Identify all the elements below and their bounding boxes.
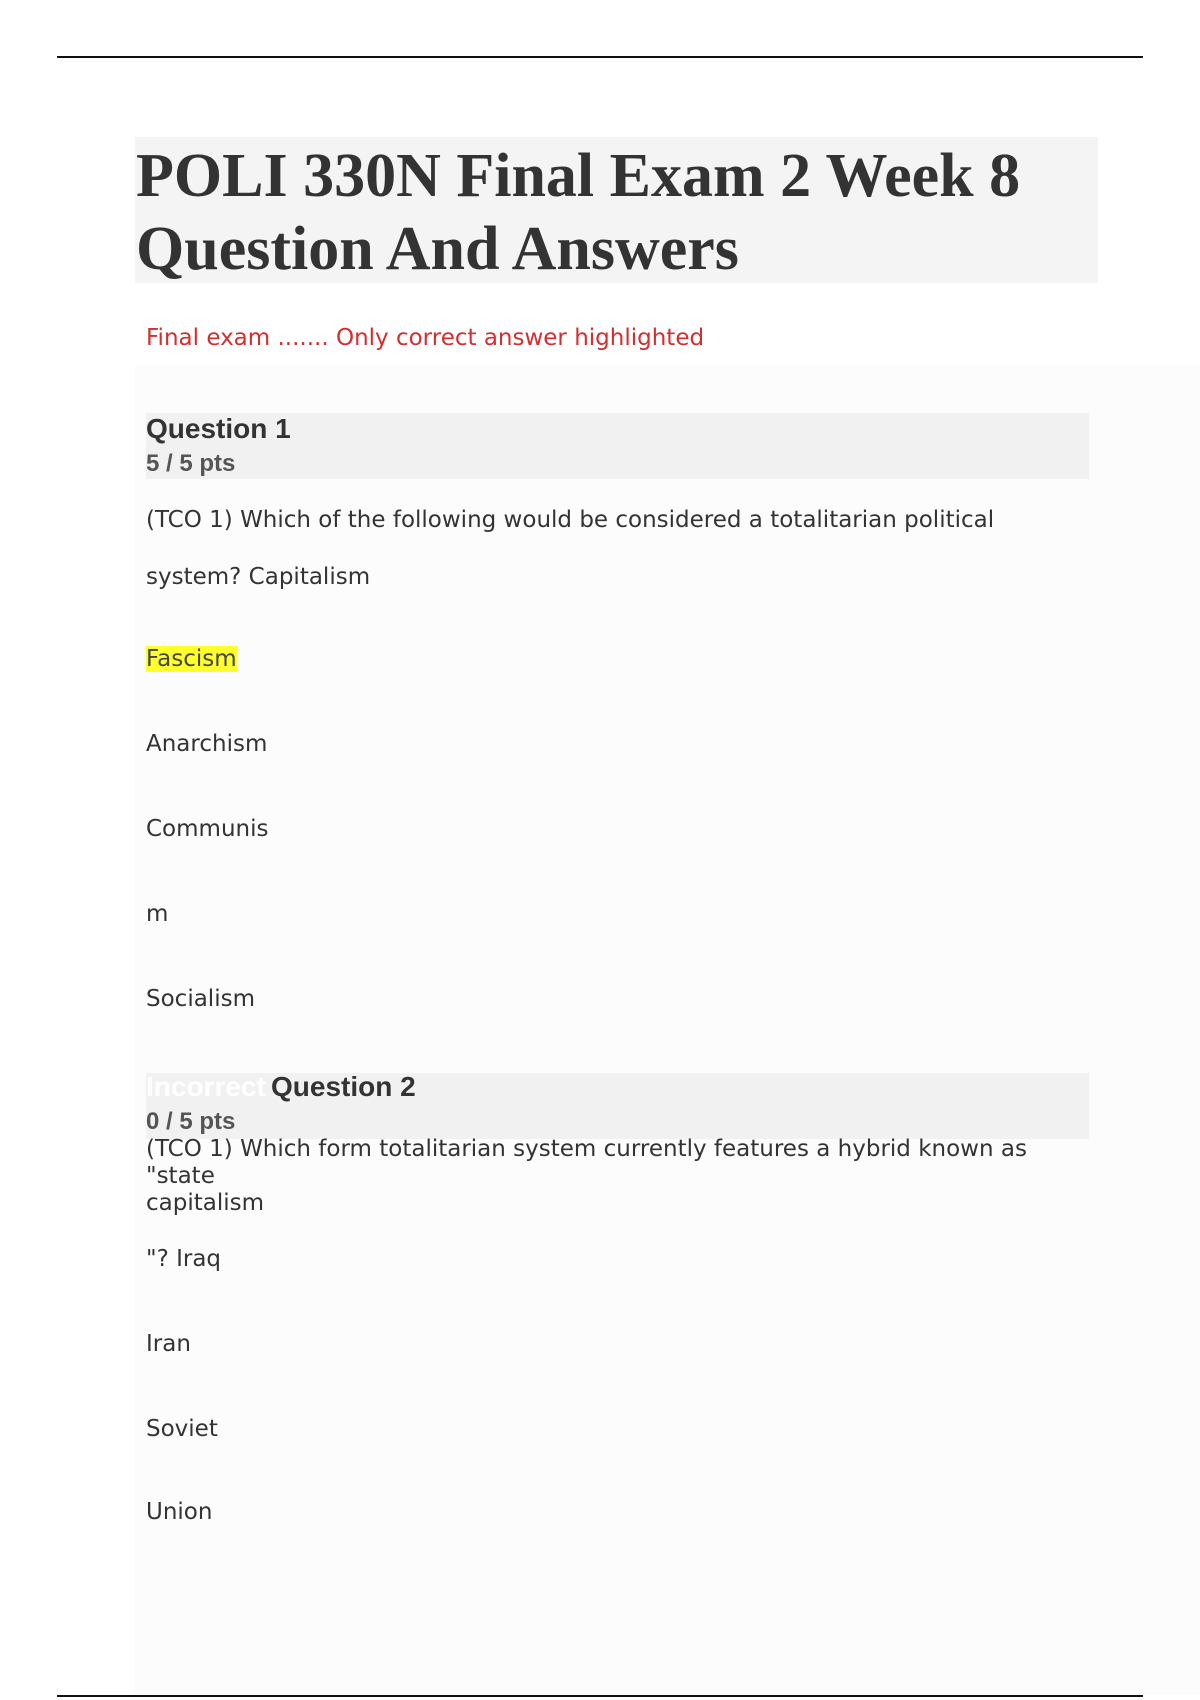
question-1-points: 5 / 5 pts xyxy=(146,450,236,477)
question-2-answer-2-continued: Union xyxy=(146,1499,213,1525)
document-subtitle: Final exam ....... Only correct answer highlighted xyxy=(146,325,705,351)
question-2-status: Incorrect xyxy=(146,1071,266,1102)
question-1-answer-1 xyxy=(146,646,237,672)
bottom-rule xyxy=(57,1695,1143,1697)
question-1-answer-3-continued: m xyxy=(146,901,169,927)
question-1-answer-2: Anarchism xyxy=(146,731,268,757)
question-2-points: 0 / 5 pts xyxy=(146,1108,236,1135)
question-2-prompt-line-3: capitalism xyxy=(146,1190,265,1216)
question-2-prompt-line-1: (TCO 1) Which form totalitarian system currently features a hybrid known as xyxy=(146,1136,1027,1162)
question-1-answer-3: Communis xyxy=(146,816,269,842)
question-2-answer-1: Iran xyxy=(146,1331,191,1357)
highlighted-correct-answer: Fascism xyxy=(146,646,237,672)
question-1-answer-4: Socialism xyxy=(146,986,255,1012)
question-2-answer-2: Soviet xyxy=(146,1416,218,1442)
question-1-prompt-line-1: (TCO 1) Which of the following would be considered a totalitarian political xyxy=(146,507,995,533)
question-2-prompt-line-4: "? Iraq xyxy=(146,1246,222,1272)
document-title: POLI 330N Final Exam 2 Week 8 Question And Answers xyxy=(136,142,1021,283)
top-rule xyxy=(57,56,1143,58)
question-2-prompt-line-2: "state xyxy=(146,1163,215,1189)
question-1-prompt-line-2: system? Capitalism xyxy=(146,564,371,590)
question-2-title: Question 2 xyxy=(271,1071,416,1102)
question-1-title: Question 1 xyxy=(146,413,291,444)
